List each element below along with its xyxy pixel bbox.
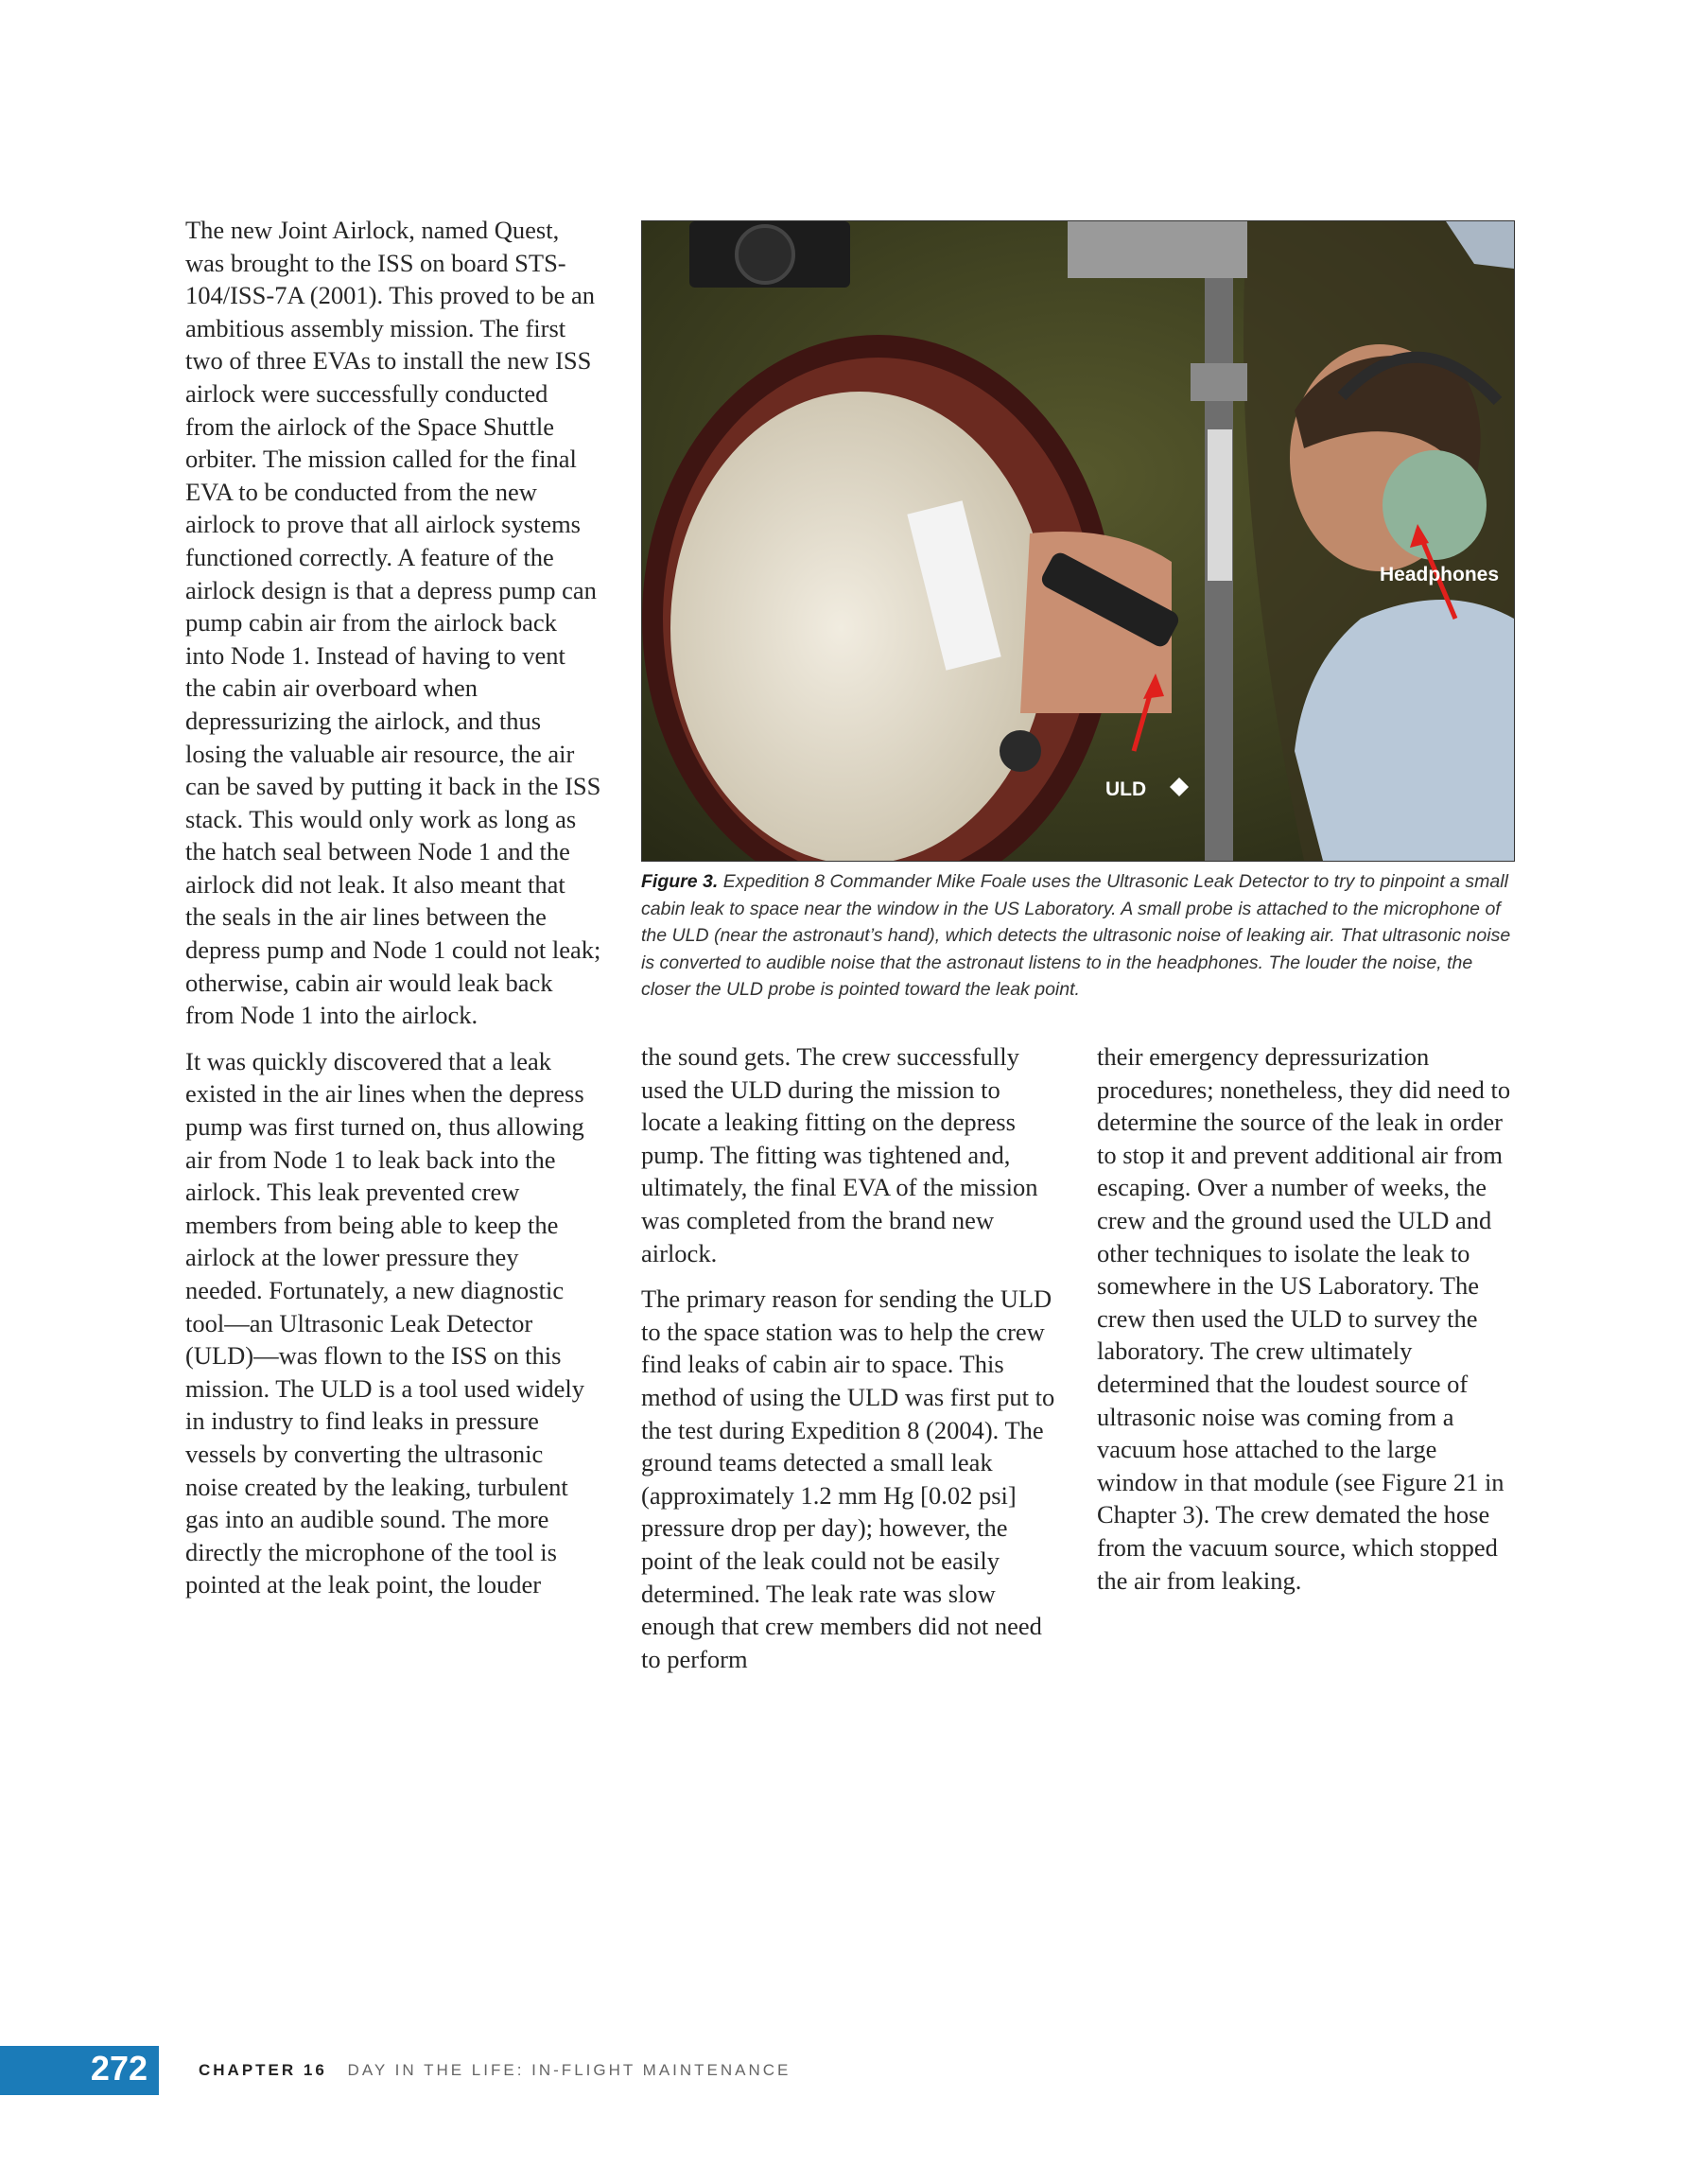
uld-label: ULD [1105, 778, 1147, 800]
figure-caption [641, 868, 1513, 1004]
body-column-left [185, 214, 601, 1615]
hose-fitting [1191, 363, 1247, 401]
paragraph: The primary reason for sending the ULD to the space station was to help the crew find leaks of cabin air to space. This method of using the ULD was first put to the test during Expedition 8 (2004). The ground teams detected a small leak (approximately 1.2 mm Hg [0.02 psi] pressure drop per day); however, the point of the leak could not be easily determined. The leak rate was slow enough that crew members did not need to perform [641, 1284, 1055, 1673]
headphones-label: Headphones [1380, 564, 1500, 585]
headphone-cup [1383, 450, 1487, 560]
page-number-tab [0, 2046, 159, 2095]
valve-assembly [1068, 221, 1247, 278]
wristwatch [1000, 730, 1041, 772]
chapter-label: CHAPTER 16 [199, 2061, 327, 2079]
hose-sleeve [1208, 429, 1232, 581]
page-number: 272 [90, 2049, 148, 2088]
paragraph: The new Joint Airlock, named Quest, was brought to the ISS on board STS-104/ISS-7A (2001). This proved to be an ambitious assembly mission. The first two of three EVAs to install the new ISS airlock were successfully conducted from the airlock of the Space Shuttle orbiter. The mission called for the final EVA to be conducted from the new airlock to prove that all airlock systems functioned correctly. A feature of the airlock design is that a depress pump can pump cabin air from the airlock back into Node 1. Instead of having to vent the cabin air overboard when depressurizing the airlock, and thus losing the valuable air resource, the air can be saved by putting it back in the ISS stack. This would only work as long as the hatch seal between Node 1 and the airlock did not leak. It also meant that the seals in the air lines between the depress pump and Node 1 could not leak; otherwise, cabin air would leak back from Node 1 into the airlock. [185, 216, 601, 1030]
figure-photo [641, 220, 1515, 862]
page-footer [0, 2046, 851, 2095]
caption-label: Figure 3. [641, 871, 719, 892]
body-column-right [1097, 1040, 1522, 1610]
camera-lens [737, 226, 793, 283]
body-column-middle [641, 1040, 1065, 1688]
paragraph: the sound gets. The crew successfully used the ULD during the mission to locate a leaking fitting on the depress pump. The fitting was tightened and, ultimately, the final EVA of the mission was completed from the brand new airlock. [641, 1042, 1038, 1267]
chapter-title: DAY IN THE LIFE: IN-FLIGHT MAINTENANCE [347, 2061, 791, 2079]
photo-illustration [642, 221, 1514, 861]
caption-text: Expedition 8 Commander Mike Foale uses the Ultrasonic Leak Detector to try to pinpoint a small cabin leak to space near the window in the US Laboratory. A small probe is attached to the microphone of the ULD (near the astronaut’s hand), which detects the ultrasonic noise of leaking air. That ultrasonic noise is converted to audible noise that the astronaut listens to in the headphones. The louder the noise, the closer the ULD probe is pointed toward the leak point. [641, 871, 1511, 1000]
running-head [199, 2061, 791, 2080]
paragraph: It was quickly discovered that a leak existed in the air lines when the depress pump was first turned on, thus allowing air from Node 1 to leak back into the airlock. This leak prevented crew members from being able to keep the airlock at the lower pressure they needed. Fortunately, a new diagnostic tool—an Ultrasonic Leak Detector (ULD)—was flown to the ISS on this mission. The ULD is a tool used widely in industry to find leaks in pressure vessels by converting the ultrasonic noise created by the leaking, turbulent gas into an audible sound. The more directly the microphone of the tool is pointed at the leak point, the louder [185, 1046, 585, 1599]
paragraph: their emergency depressurization procedures; nonetheless, they did need to determine the source of the leak in order to stop it and prevent additional air from escaping. Over a number of weeks, the crew and the ground used the ULD and other techniques to isolate the leak to somewhere in the US Laboratory. The crew then used the ULD to survey the laboratory. The crew ultimately determined that the loudest source of ultrasonic noise was coming from a vacuum hose attached to the large window in that module (see Figure 21 in Chapter 3). The crew demated the hose from the vacuum source, which stopped the air from leaking. [1097, 1042, 1511, 1595]
